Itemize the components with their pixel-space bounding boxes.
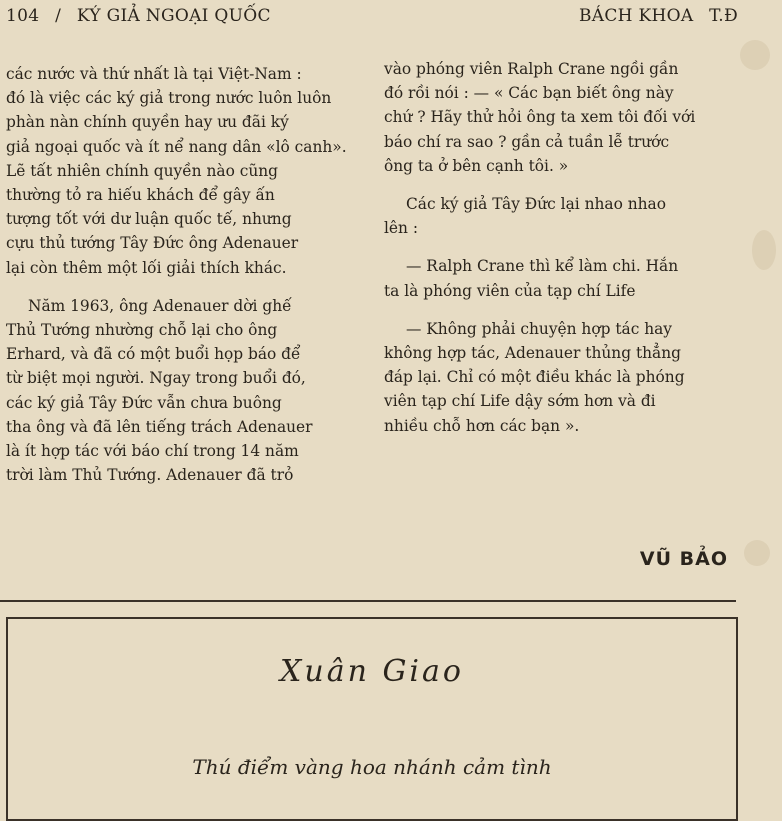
- text-line: ông ta ở bên cạnh tôi. »: [384, 156, 569, 175]
- left-paragraph-2: [6, 294, 353, 488]
- text-line: — Không phải chuyện hợp tác hay: [406, 319, 672, 338]
- text-line: lên :: [384, 219, 419, 238]
- text-line: chứ ? Hãy thử hỏi ông ta xem tôi đối với: [384, 108, 696, 127]
- page-header: [0, 6, 782, 30]
- header-separator: /: [55, 6, 62, 26]
- text-line: phàn nàn chính quyền hay ưu đãi ký: [6, 113, 289, 132]
- issue-label: T.Đ: [709, 6, 738, 26]
- text-line: Các ký giả Tây Đức lại nhao nhao: [406, 195, 666, 214]
- right-paragraph-4: [384, 317, 730, 438]
- text-line: vào phóng viên Ralph Crane ngồi gần: [384, 60, 679, 78]
- right-paragraph-2: [384, 192, 730, 240]
- text-line: ta là phóng viên của tạp chí Life: [384, 281, 636, 300]
- left-column: [6, 62, 353, 487]
- text-line: các nước và thứ nhất là tại Việt-Nam :: [6, 65, 302, 83]
- advertisement-tagline: Thú điểm vàng hoa nhánh cảm tình: [192, 755, 552, 779]
- text-line: là ít hợp tác với báo chí trong 14 năm: [6, 442, 299, 461]
- text-line: lại còn thêm một lối giải thích khác.: [6, 258, 287, 277]
- text-line: trời làm Thủ Tướng. Adenauer đã trỏ: [6, 466, 294, 485]
- text-line: — Ralph Crane thì kể làm chi. Hắn: [406, 257, 679, 276]
- section-title: KÝ GIẢ NGOẠI QUỐC: [76, 6, 271, 26]
- author-signature: VŨ BẢO: [639, 548, 728, 570]
- text-line: Thủ Tướng nhường chỗ lại cho ông: [6, 321, 278, 340]
- right-paragraph-3: [384, 254, 730, 302]
- text-line: nhiều chỗ hơn các bạn ».: [384, 416, 580, 435]
- text-line: Erhard, và đã có một buổi họp báo để: [6, 345, 301, 364]
- text-line: Lẽ tất nhiên chính quyền nào cũng: [6, 161, 279, 180]
- text-line: đó là việc các ký giả trong nước luôn luôn: [6, 89, 332, 108]
- page-number: 104: [6, 6, 40, 26]
- text-line: tha ông và đã lên tiếng trách Adenauer: [6, 417, 313, 436]
- header-right: [579, 6, 738, 26]
- text-line: các ký giả Tây Đức vẫn chưa buông: [6, 393, 282, 412]
- left-paragraph-1: [6, 62, 353, 280]
- text-line: không hợp tác, Adenauer thủng thẳng: [384, 344, 681, 363]
- text-line: báo chí ra sao ? gần cả tuần lễ trước: [384, 132, 670, 151]
- text-line: tượng tốt với dư luận quốc tế, nhưng: [6, 210, 292, 229]
- text-line: cựu thủ tướng Tây Đức ông Adenauer: [6, 234, 299, 253]
- section-divider: [0, 600, 736, 602]
- text-line: đáp lại. Chỉ có một điều khác là phóng: [384, 368, 685, 387]
- text-line: Năm 1963, ông Adenauer dời ghế: [28, 296, 292, 315]
- text-line: đó rồi nói : — « Các bạn biết ông này: [384, 84, 674, 103]
- text-line: viên tạp chí Life dậy sớm hơn và đi: [384, 392, 656, 411]
- header-left: [6, 6, 271, 26]
- text-line: từ biệt mọi người. Ngay trong buổi đó,: [6, 369, 306, 388]
- text-line: thường tỏ ra hiếu khách để gây ấn: [6, 186, 275, 205]
- advertisement-title: Xuân Giao: [280, 654, 464, 689]
- magazine-name: BÁCH KHOA: [578, 6, 694, 26]
- right-paragraph-1: [384, 57, 730, 178]
- text-line: giả ngoại quốc và ít nể nang dân «lô canh».: [6, 137, 347, 156]
- advertisement-box: [6, 617, 738, 821]
- right-column: [384, 57, 730, 438]
